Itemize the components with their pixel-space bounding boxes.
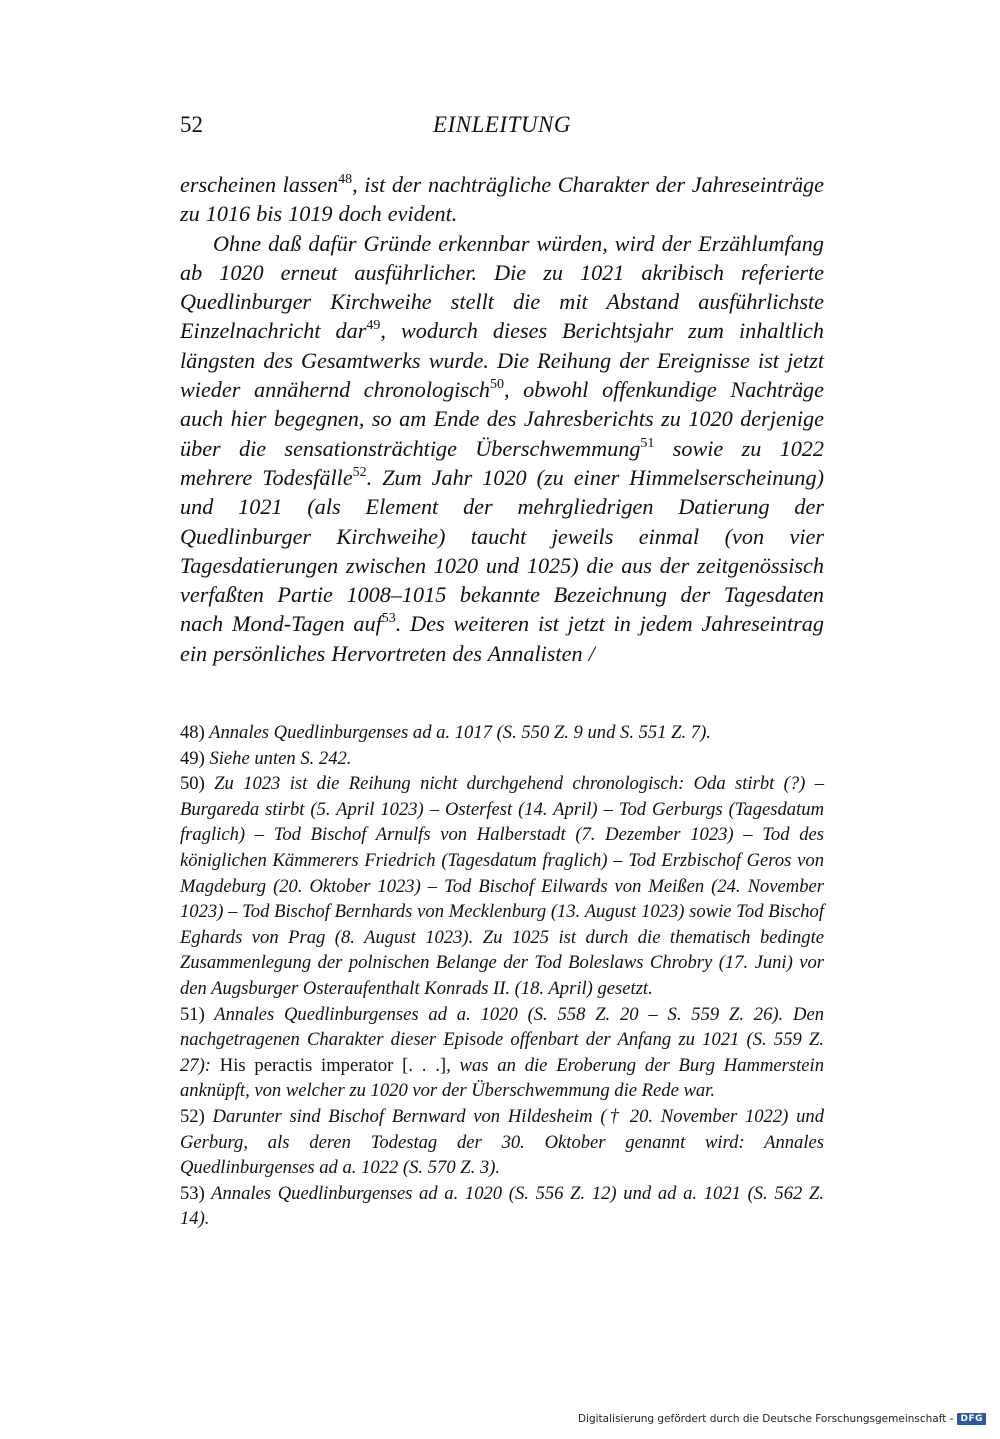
paragraph-1 [180,170,824,229]
footnote-text: Annales Quedlinburgenses ad a. 1020 (S. 556 Z. 12) und ad a. 1021 (S. 562 Z. 14). [180,1182,824,1230]
footnote-53 [180,1181,824,1232]
footnote-ref-51: 51 [640,435,655,451]
footnote-50 [180,771,824,1001]
footnote-text: Darunter sind Bischof Bernward von Hildesheim († 20. November 1022) und Gerburg, als deren Todestag der 30. Oktober genannt wird: Annales Quedlinburgenses ad a. 1022 (S. 570 Z. 3). [180,1105,824,1179]
dfg-logo-icon: DFG [957,1413,986,1425]
paragraph-2 [180,229,824,668]
footnote-text: Annales Quedlinburgenses ad a. 1020 (S. 558 Z. 20 – S. 559 Z. 26). Den nachgetragenen Charakter dieser Episode offenbart der Anfang zu 1021 (S. 559 Z. 27): [180,1003,824,1076]
footnotes [180,720,824,1232]
text-segment: . Des weiteren ist jetzt in jedem Jahreseintrag ein persönliches Hervortreten des Annalisten / [180,611,824,666]
footnote-text: Zu 1023 ist die Reihung nicht durchgehend chronologisch: Oda stirbt (?) – Burgareda stirbt (5. April 1023) – Osterfest (14. April) – Tod Gerburgs (Tagesdatum fraglich) – Tod Bischof Arnulfs von Halberstadt (7. Dezember 1023) – Tod des königlichen Kämmerers Friedrich (Tagesdatum fraglich) – Tod Erzbischof Geros von Magdeburg (20. Oktober 1023) – Tod Bischof Eilwards von Meißen (24. November 1023) – Tod Bischof Bernhards von Mecklenburg (13. August 1023) sowie Tod Bischof Eghards von Prag (8. August 1023). Zu 1025 ist durch die thematisch bedingte Zusammenlegung der polnischen Belange der Tod Boleslaws Chrobry (17. Juni) vor den Augsburger Osteraufenthalt Konrads II. (18. April) gesetzt. [180,773,824,999]
footnote-ref-53: 53 [381,611,396,627]
footnote-49 [180,746,824,772]
footnote-ref-48: 48 [338,172,353,187]
footnote-text: Siehe unten S. 242. [204,747,352,769]
footnote-number: 53) [180,1182,205,1204]
text-segment: , ist der nachträgliche Charakter der Jahreseinträge zu 1016 bis 1019 doch evident. [180,172,824,227]
digitization-credit [578,1413,986,1425]
text-segment: , obwohl offenkundige Nachträge auch hier begegnen, so am Ende des Jahresberichts zu 1020 derjenige über die sensationsträchtige Überschwemmung [180,377,825,461]
footnote-48 [180,720,824,746]
credit-text: Digitalisierung gefördert durch die Deutsche Forschungsgemeinschaft - [577,1413,954,1425]
footnote-ref-49: 49 [366,318,381,334]
footnote-number: 49) [180,747,205,769]
text-segment: erscheinen lassen [180,172,339,197]
page-number: 52 [180,112,203,137]
main-text [180,170,824,668]
footnote-text: , was an die Eroberung der Burg Hammerstein anknüpft, von welcher zu 1020 vor der Überschwemmung die Rede war. [180,1054,824,1102]
footnote-number: 51) [180,1003,205,1025]
footnote-number: 48) [180,722,205,743]
footnote-text: Annales Quedlinburgenses ad a. 1017 (S. 550 Z. 9 und S. 551 Z. 7). [204,722,711,743]
footnote-ref-52: 52 [352,464,367,480]
text-segment: . Zum Jahr 1020 (zu einer Himmelserscheinung) und 1021 (als Element der mehrgliedrigen Datierung der Quedlinburger Kirchweihe) taucht jeweils einmal (von vier Tagesdatierungen zwischen 1020 und 1025) die aus der zeitgenössisch verfaßten Partie 1008–1015 bekannte Bezeichnung der Tagesdaten nach Mond-Tagen auf [180,464,824,637]
footnote-number: 50) [180,773,205,795]
footnote-51 [180,1002,824,1104]
running-title: EINLEITUNG [433,112,571,137]
footnote-52 [180,1104,824,1181]
footnote-ref-50: 50 [489,377,504,393]
page-header [180,112,824,152]
text-segment: sowie zu 1022 mehrere Todesfälle [180,435,824,490]
text-segment: Ohne daß dafür Gründe erkennbar würden, wird der Erzählumfang ab 1020 erneut ausführlicher. Die zu 1021 akribisch referierte Quedlinburger Kirchweihe stellt die mit Abstand ausführlichste Einzelnachricht dar [180,230,824,344]
text-segment: , wodurch dieses Berichtsjahr zum inhaltlich längsten des Gesamtwerks wurde. Die Reihung der Ereignisse ist jetzt wieder annähernd chronologisch [180,318,824,403]
latin-quote: His peractis imperator [. . .] [219,1054,447,1076]
footnote-number: 52) [180,1105,205,1127]
